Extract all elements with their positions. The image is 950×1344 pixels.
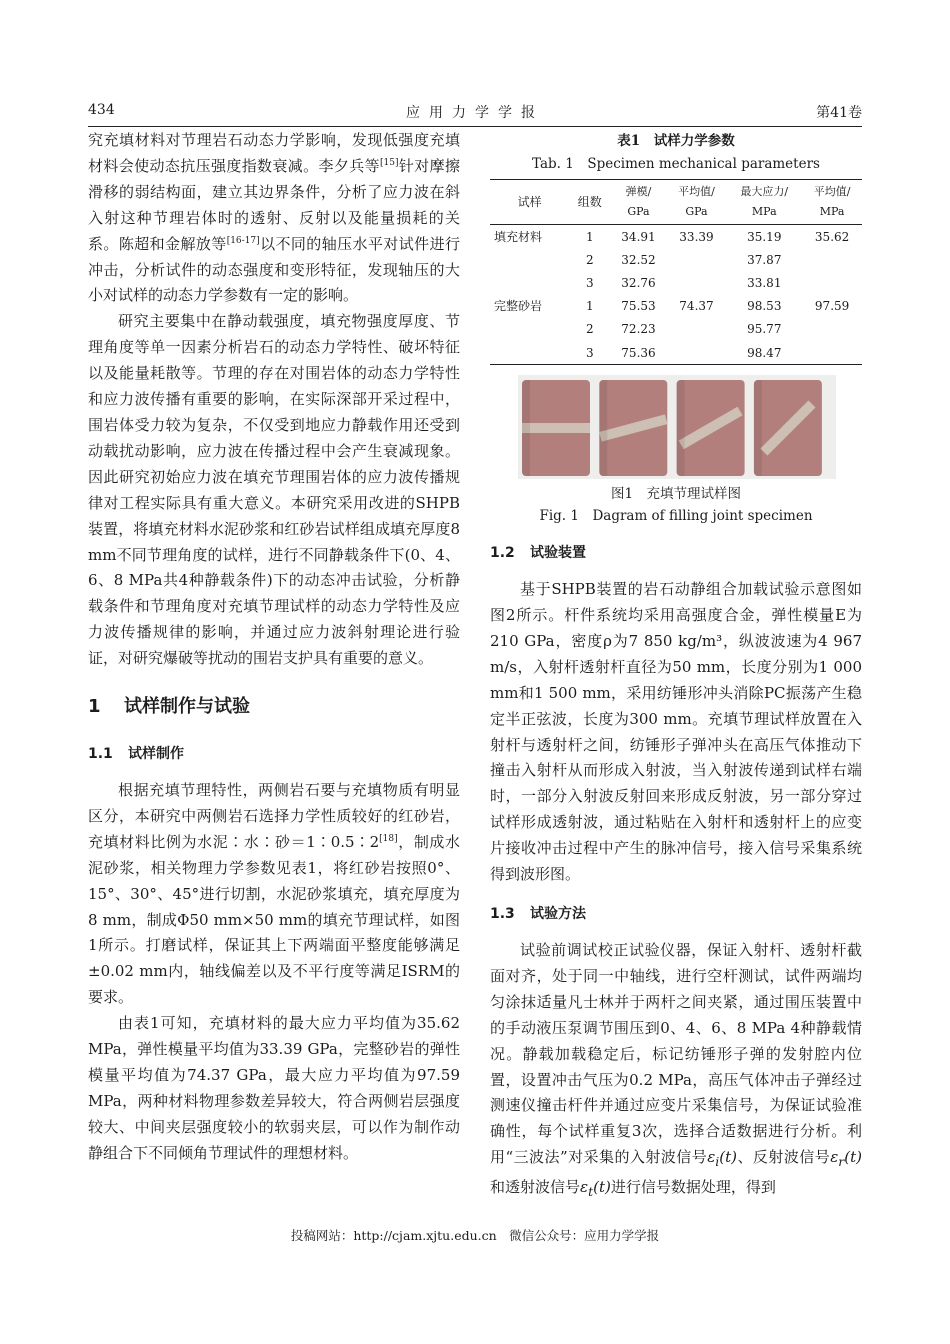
apparatus-paragraph: 基于SHPB装置的岩石动静组合加载试验示意图如图2所示。杆件系统均采用高强度合金，弹性模量E为210 GPa，密度ρ为7 850 kg/m³，纵波波速为4 967 m/s，入射杆透射杆直径为50 mm，长度分别为1 000 mm和1 500 mm，采用纺锤形冲头消除PC振荡产生稳定半正弦波，长度为300 mm。充填节理试样放置在入射杆与透射杆之间，纺锤形子弹冲头在高压气体推动下撞击入射杆从而形成入射波，当入射波传递到试样右端时，一部分入射波反射回来形成反射波，另一部分穿过试样形成透射波，通过粘贴在入射杆和透射杆上的应变片接收冲击过程中产生的脉冲信号，接入信号采集系统得到波形图。 [490, 580, 862, 884]
table-body [490, 225, 862, 365]
table-header-cell: 平均值/ GPa [667, 180, 727, 225]
section-1-2-heading: 1.2 试验装置 [490, 545, 586, 562]
table-cell: 74.37 [679, 299, 714, 314]
table-cell [802, 248, 862, 271]
citation-16-17[interactable]: [16-17] [226, 235, 260, 246]
table-cell: 72.23 [621, 322, 656, 337]
table-cell [490, 318, 569, 341]
table-cell: 32.76 [621, 275, 656, 290]
volume-label: 第41卷 [816, 105, 862, 121]
page-number: 434 [88, 102, 115, 118]
table-analysis-paragraph: 由表1可知，充填材料的最大应力平均值为35.62 MPa，弹性模量平均值为33.39 GPa，完整砂岩的弹性模量平均值为74.37 GPa，最大应力平均值为97.59 MPa，两种材料物理参数差异较大，符合两侧岩层强度较大、中间夹层强度较小的软弱夹层，可以作为制作动静组合下不同倾角节理试件的理想材料。 [88, 1014, 460, 1162]
table-cell: 35.62 [814, 229, 850, 244]
table-header-cell: 最大应力/ MPa [726, 180, 802, 225]
table-cell [667, 248, 727, 271]
specimen-prep-paragraph: 根据充填节理特性，两侧岩石要与充填物质有明显区分，本研究中两侧岩石选择力学性质较好的红砂岩，充填材料比例为水泥∶水∶砂＝1∶0.5∶2[18]，制成水泥砂浆，相关物理力学参数见表1，将红砂岩按照0°、15°、30°、45°进行切割，水泥砂浆填充，填充厚度为8 mm，制成Φ50 mm×50 mm的填充节理试样，如图1所示。打磨试样，保证其上下两端面平整度能够满足±0.02 mm内，轴线偏差以及不平行度等满足ISRM的要求。 [88, 781, 460, 1007]
section-1-3-heading: 1.3 试验方法 [490, 906, 586, 922]
joint-specimen-illustration [518, 375, 836, 479]
table-cell [667, 271, 727, 294]
figure-1-caption-en: Fig. 1 Dagram of filling joint specimen [539, 508, 813, 525]
table-cell: 3 [585, 275, 594, 290]
table-cell: 37.87 [747, 252, 782, 267]
journal-title: 应用力学学报 [406, 105, 544, 121]
table-cell: 2 [585, 322, 594, 337]
table-cell: 98.53 [747, 299, 782, 314]
specimen-shading [522, 380, 530, 476]
citation-18[interactable]: [18] [379, 833, 398, 844]
table-cell: 1 [585, 299, 594, 314]
figure-1-caption-cn: 图1 充填节理试样图 [610, 486, 742, 503]
table-header-cell: 弹模/ GPa [610, 180, 666, 225]
table-cell [802, 341, 862, 365]
table-cell: 32.52 [621, 252, 656, 267]
reflected-signal-symbol: $\varepsilon_r(t)$ [830, 1148, 862, 1170]
table-row [490, 318, 862, 341]
table-cell [802, 318, 862, 341]
table-row [490, 225, 862, 249]
table-cell [490, 341, 569, 365]
left-column [88, 128, 460, 1167]
table-cell: 35.19 [747, 229, 782, 244]
page-footer: 投稿网站：http://cjam.xjtu.edu.cn 微信公众号：应用力学学报 [290, 1228, 660, 1243]
table-cell: 1 [585, 229, 594, 244]
incident-signal-symbol: $\varepsilon_i(t)$ [707, 1148, 737, 1170]
table-1-caption-cn: 表1 试样力学参数 [617, 133, 735, 149]
table-cell: 75.53 [621, 299, 656, 314]
running-header [88, 100, 862, 127]
table-row [490, 248, 862, 271]
right-column [490, 128, 862, 1205]
table-header-cell: 试样 [490, 180, 569, 225]
table-header-cell: 平均值/ MPa [802, 180, 862, 225]
table-row [490, 271, 862, 294]
table-cell: 填充材料 [494, 229, 543, 244]
table-cell [667, 341, 727, 365]
specimen-shading [677, 380, 685, 476]
table-cell [490, 271, 569, 294]
table-cell: 33.39 [679, 229, 714, 244]
table-cell [490, 248, 569, 271]
section-1-1-heading: 1.1 试样制作 [88, 746, 184, 763]
transmitted-signal-symbol: $\varepsilon_t(t)$ [580, 1178, 611, 1200]
figure-1-photo [518, 375, 836, 479]
table-1 [490, 179, 862, 365]
table-cell: 3 [569, 341, 610, 365]
method-paragraph: 试验前调试校正试验仪器，保证入射杆、透射杆截面对齐，处于同一中轴线，进行空杆测试，试件两端均匀涂抹适量凡士林并于两杆之间夹紧，通过围压装置中的手动液压泵调节围压到0、4、6、8 MPa 4种静载情况。静载加载稳定后，标记纺锤形子弹的发射腔内位置，设置冲击气压为0.2 MPa，高压气体冲击子弹经过测速仪撞击杆件并通过应变片采集信号，为保证试验准确性，每个试样重复3次，选择合适数据进行分析。利用“三波法”对采集的入射波信号$\varepsilon_i(t)$、反射波信号$\varepsilon_r(t)$和透射波信号$\varepsilon_t(t)$进行信号数据处理，得到 [490, 941, 862, 1200]
table-cell [802, 271, 862, 294]
table-cell: 完整砂岩 [494, 299, 543, 314]
table-row [490, 341, 862, 365]
table-header-row [490, 180, 862, 225]
table-row [490, 295, 862, 318]
intro-paragraph-1: 究充填材料对节理岩石动态力学影响，发现低强度充填材料会使动态抗压强度指数衰减。李夕兵等[15]针对摩擦滑移的弱结构面，建立其边界条件，分析了应力波在斜入射这种节理岩体时的透射、反射以及能量损耗的关系。陈超和金解放等[16-17]以不同的轴压水平对试件进行冲击，分析试件的动态强度和变形特征，发现轴压的大小对试样的动态力学参数有一定的影响。 [88, 131, 460, 305]
table-cell: 97.59 [814, 299, 850, 314]
table-1-caption-en: Tab. 1 Specimen mechanical parameters [532, 156, 820, 172]
intro-paragraph-2: 研究主要集中在静动载强度，填充物强度厚度、节理角度等单一因素分析岩石的动态力学特性、破坏特征以及能量耗散等。节理的存在对围岩体的动态力学特性和应力波传播有重要的影响，在实际深部开采过程中，围岩体受力较为复杂，不仅受到地应力静载作用还受到动载扰动影响，应力波在传播过程中会产生衰减现象。因此研究初始应力波在填充节理围岩体的应力波传播规律对工程实际具有重大意义。本研究采用改进的SHPB装置，将填充材料水泥砂浆和红砂岩试样组成填充厚度8 mm不同节理角度的试样，进行不同静载条件下(0、4、6、8 MPa共4种静载条件)下的动态冲击试验，分析静载条件和节理角度对充填节理试样的动态力学特性及应力波传播规律的影响，并通过应力波斜射理论进行验证，对研究爆破等扰动的围岩支护具有重要的意义。 [88, 312, 460, 668]
table-cell: 33.81 [747, 275, 782, 290]
citation-15[interactable]: [15] [380, 157, 399, 168]
section-1-heading: 1 试样制作与试验 [88, 696, 250, 718]
table-cell: 75.36 [610, 341, 666, 365]
table-cell: 2 [585, 252, 594, 267]
specimen-shading [599, 380, 607, 476]
table-cell: 98.47 [726, 341, 802, 365]
table-cell: 95.77 [747, 322, 782, 337]
specimen-shading [754, 380, 762, 476]
table-cell: 34.91 [621, 229, 656, 244]
table-header-cell: 组数 [569, 180, 610, 225]
table-cell [667, 318, 727, 341]
